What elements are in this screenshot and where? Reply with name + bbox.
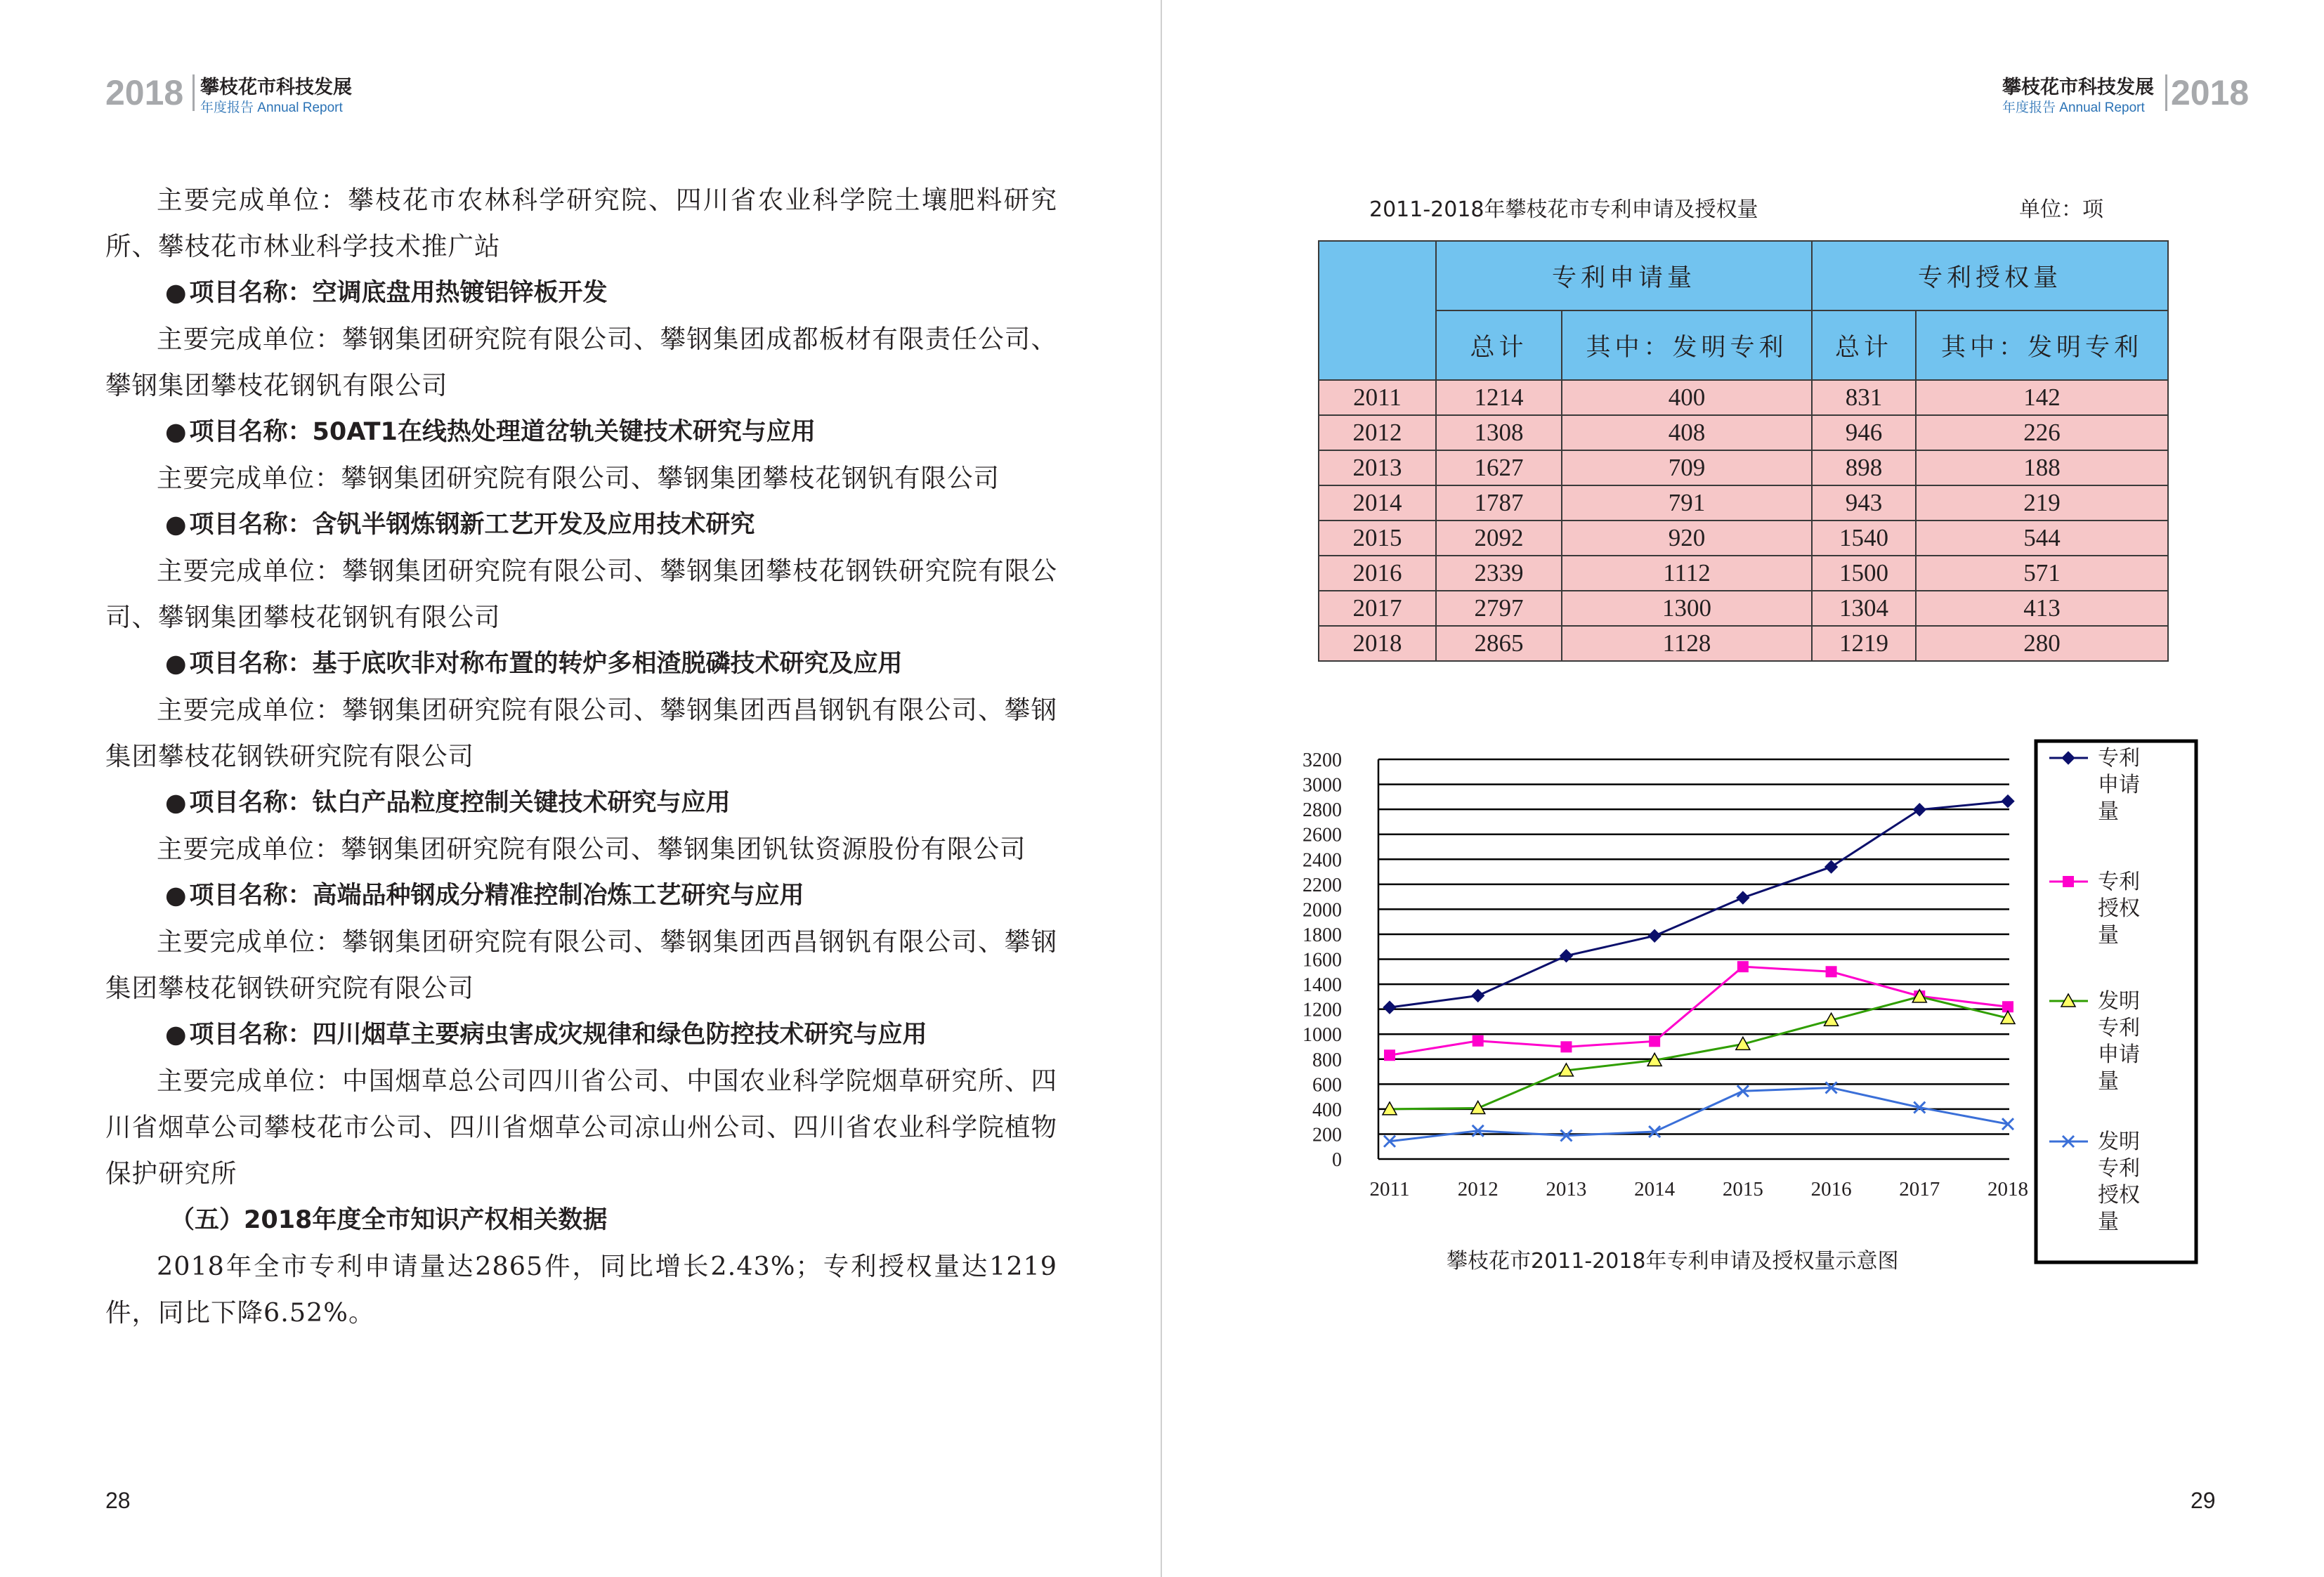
value-cell: 1112 xyxy=(1562,556,1812,591)
data-point xyxy=(1383,1001,1396,1014)
table-subheader-row xyxy=(1319,310,2168,380)
patent-line-chart xyxy=(1162,724,2324,1278)
table-header-row xyxy=(1319,241,2168,310)
value-cell: 219 xyxy=(1916,485,2168,521)
right-header xyxy=(1956,70,2251,115)
year-cell: 2015 xyxy=(1319,521,1436,556)
value-cell: 2092 xyxy=(1436,521,1562,556)
subheader-cell: 其中：发明专利 xyxy=(1916,310,2168,380)
value-cell: 1500 xyxy=(1812,556,1916,591)
value-cell: 1300 xyxy=(1562,591,1812,626)
data-point xyxy=(1472,989,1484,1002)
value-cell: 1787 xyxy=(1436,485,1562,521)
value-cell: 400 xyxy=(1562,380,1812,415)
value-cell: 943 xyxy=(1812,485,1916,521)
value-cell: 2865 xyxy=(1436,626,1562,661)
header-title: 攀枝花市科技发展 xyxy=(200,77,352,98)
right-page xyxy=(1162,0,2324,1577)
value-cell: 1214 xyxy=(1436,380,1562,415)
y-tick-label: 800 xyxy=(1312,1049,1342,1071)
y-tick-label: 2200 xyxy=(1303,874,1342,896)
value-cell: 920 xyxy=(1562,521,1812,556)
paragraph: 主要完成单位：攀钢集团研究院有限公司、攀钢集团攀枝花钢铁研究院有限公司、攀钢集团攀枝花钢钒有限公司 xyxy=(105,556,1057,632)
data-point xyxy=(1826,966,1837,977)
project-title: 项目名称：钛白产品粒度控制关键技术研究与应用 xyxy=(189,789,731,817)
year-cell: 2014 xyxy=(1319,485,1436,521)
x-tick-label: 2017 xyxy=(1899,1178,1940,1200)
value-cell: 2797 xyxy=(1436,591,1562,626)
value-cell: 413 xyxy=(1916,591,2168,626)
project-title: 项目名称：四川烟草主要病虫害成灾规律和绿色防控技术研究与应用 xyxy=(189,1021,927,1049)
data-point xyxy=(1473,1035,1484,1047)
bullet-icon: ● xyxy=(165,279,187,307)
chart-caption: 攀枝花市2011-2018年专利申请及授权量示意图 xyxy=(1447,1249,1899,1274)
y-tick-label: 400 xyxy=(1312,1099,1342,1121)
y-tick-label: 1800 xyxy=(1303,924,1342,946)
x-tick-label: 2014 xyxy=(1634,1178,1676,1200)
data-point xyxy=(1648,929,1661,942)
bullet-icon: ● xyxy=(165,789,187,817)
value-cell: 188 xyxy=(1916,450,2168,485)
paragraph: 主要完成单位：攀钢集团研究院有限公司、攀钢集团西昌钢钒有限公司、攀钢集团攀枝花钢铁研究院有限公司 xyxy=(105,927,1057,1003)
project-title: 项目名称：基于底吹非对称布置的转炉多相渣脱磷技术研究及应用 xyxy=(189,650,903,678)
paragraph: 主要完成单位：中国烟草总公司四川省公司、中国农业科学院烟草研究所、四川省烟草公司攀枝花市公司、四川省烟草公司凉山州公司、四川省农业科学院植物保护研究所 xyxy=(105,1066,1057,1189)
legend-label: 量 xyxy=(2098,923,2119,948)
data-point xyxy=(1560,950,1572,962)
y-tick-label: 2400 xyxy=(1303,849,1342,872)
x-tick-label: 2011 xyxy=(1369,1178,1410,1200)
y-tick-label: 1400 xyxy=(1303,974,1342,997)
legend-label: 申请 xyxy=(2098,773,2140,797)
legend-label: 授权 xyxy=(2098,896,2140,921)
table-row xyxy=(1319,485,2168,521)
y-tick-label: 0 xyxy=(1332,1149,1342,1171)
value-cell: 1627 xyxy=(1436,450,1562,485)
year-cell: 2016 xyxy=(1319,556,1436,591)
year-header-cell xyxy=(1319,241,1436,380)
project-title: 项目名称：高端品种钢成分精准控制冶炼工艺研究与应用 xyxy=(189,882,804,910)
value-cell: 709 xyxy=(1562,450,1812,485)
x-tick-label: 2015 xyxy=(1722,1178,1763,1200)
legend-label: 发明 xyxy=(2098,989,2140,1014)
bullet-icon: ● xyxy=(165,418,187,446)
value-cell: 1308 xyxy=(1436,415,1562,450)
x-tick-label: 2018 xyxy=(1987,1178,2028,1200)
series-line xyxy=(1390,997,2008,1109)
page-number-left: 28 xyxy=(105,1488,131,1513)
project-item xyxy=(105,270,1057,316)
project-item xyxy=(105,641,1057,687)
project-item xyxy=(105,409,1057,455)
project-item xyxy=(105,1012,1057,1058)
value-cell: 898 xyxy=(1812,450,1916,485)
data-point xyxy=(2002,795,2014,808)
header-subtitle: 年度报告 Annual Report xyxy=(2002,100,2145,115)
year-cell: 2013 xyxy=(1319,450,1436,485)
value-cell: 571 xyxy=(1916,556,2168,591)
left-header xyxy=(105,70,386,115)
y-tick-label: 600 xyxy=(1312,1074,1342,1097)
project-item xyxy=(105,872,1057,919)
table-row xyxy=(1319,591,2168,626)
header-divider xyxy=(2165,74,2167,111)
y-tick-label: 2000 xyxy=(1303,899,1342,922)
bullet-icon: ● xyxy=(165,1021,187,1049)
value-cell: 2339 xyxy=(1436,556,1562,591)
y-tick-label: 2800 xyxy=(1303,799,1342,822)
paragraph: 主要完成单位：攀钢集团研究院有限公司、攀钢集团西昌钢钒有限公司、攀钢集团攀枝花钢铁研究院有限公司 xyxy=(105,695,1057,771)
table-title: 2011-2018年攀枝花市专利申请及授权量 xyxy=(1369,197,1758,222)
value-cell: 408 xyxy=(1562,415,1812,450)
year-cell: 2018 xyxy=(1319,626,1436,661)
project-title: 项目名称：含钒半钢炼钢新工艺开发及应用技术研究 xyxy=(189,511,755,539)
value-cell: 142 xyxy=(1916,380,2168,415)
value-cell: 1128 xyxy=(1562,626,1812,661)
x-tick-label: 2016 xyxy=(1810,1178,1852,1200)
legend-label: 授权 xyxy=(2098,1183,2140,1208)
value-cell: 1540 xyxy=(1812,521,1916,556)
data-point xyxy=(1384,1049,1395,1061)
header-year: 2018 xyxy=(105,73,184,112)
value-cell: 226 xyxy=(1916,415,2168,450)
data-point xyxy=(1825,861,1838,873)
group-header-applications: 专利申请量 xyxy=(1436,241,1812,310)
table-row xyxy=(1319,521,2168,556)
legend-label: 专利 xyxy=(2098,870,2140,894)
patent-table xyxy=(1318,240,2169,662)
subheader-cell: 总计 xyxy=(1812,310,1916,380)
project-title: 项目名称：50AT1在线热处理道岔轨关键技术研究与应用 xyxy=(189,418,816,446)
legend-label: 专利 xyxy=(2098,1016,2140,1040)
data-point xyxy=(1913,804,1926,816)
body-text xyxy=(105,177,1057,1336)
y-tick-label: 2600 xyxy=(1303,824,1342,846)
value-cell: 280 xyxy=(1916,626,2168,661)
table-row xyxy=(1319,556,2168,591)
table-row xyxy=(1319,450,2168,485)
paragraph: 主要完成单位：攀钢集团研究院有限公司、攀钢集团成都板材有限责任公司、攀钢集团攀枝花钢钒有限公司 xyxy=(105,324,1057,400)
value-cell: 831 xyxy=(1812,380,1916,415)
bullet-icon: ● xyxy=(165,882,187,910)
paragraph: 主要完成单位：攀钢集团研究院有限公司、攀钢集团攀枝花钢钒有限公司 xyxy=(157,463,1000,493)
year-cell: 2017 xyxy=(1319,591,1436,626)
table-row xyxy=(1319,415,2168,450)
x-tick-label: 2013 xyxy=(1546,1178,1587,1200)
left-page xyxy=(0,0,1161,1577)
data-point xyxy=(1649,1035,1660,1047)
header-title: 攀枝花市科技发展 xyxy=(2002,77,2154,98)
year-cell: 2011 xyxy=(1319,380,1436,415)
y-tick-label: 200 xyxy=(1312,1124,1342,1146)
value-cell: 791 xyxy=(1562,485,1812,521)
value-cell: 1219 xyxy=(1812,626,1916,661)
table-row xyxy=(1319,380,2168,415)
y-tick-label: 1000 xyxy=(1303,1024,1342,1047)
project-item xyxy=(105,502,1057,548)
paragraph: 2018年全市专利申请量达2865件，同比增长2.43%；专利授权量达1219件，同比下降6.52%。 xyxy=(105,1251,1057,1328)
year-cell: 2012 xyxy=(1319,415,1436,450)
legend-label: 申请 xyxy=(2098,1042,2140,1067)
value-cell: 544 xyxy=(1916,521,2168,556)
y-tick-label: 3000 xyxy=(1303,774,1342,797)
y-tick-label: 1600 xyxy=(1303,949,1342,971)
header-divider xyxy=(192,74,195,111)
paragraph: 主要完成单位：攀钢集团研究院有限公司、攀钢集团钒钛资源股份有限公司 xyxy=(157,834,1026,864)
x-tick-label: 2012 xyxy=(1457,1178,1499,1200)
table-unit: 单位：项 xyxy=(2019,197,2103,222)
value-cell: 1304 xyxy=(1812,591,1916,626)
value-cell: 946 xyxy=(1812,415,1916,450)
section-heading: （五）2018年度全市知识产权相关数据 xyxy=(170,1206,608,1234)
legend-label: 专利 xyxy=(2098,1156,2140,1181)
data-point xyxy=(1560,1041,1572,1052)
project-title: 项目名称：空调底盘用热镀铝锌板开发 xyxy=(189,279,608,307)
data-point xyxy=(1737,961,1749,972)
legend-label: 发明 xyxy=(2098,1130,2140,1154)
y-tick-label: 1200 xyxy=(1303,999,1342,1021)
table-row xyxy=(1319,626,2168,661)
data-point xyxy=(1737,891,1749,904)
subheader-cell: 总计 xyxy=(1436,310,1562,380)
legend-label: 量 xyxy=(2098,799,2119,824)
bullet-icon: ● xyxy=(165,511,187,539)
header-subtitle: 年度报告 Annual Report xyxy=(200,100,343,115)
legend-marker xyxy=(2063,876,2074,887)
y-tick-label: 3200 xyxy=(1303,750,1342,771)
legend-label: 量 xyxy=(2098,1210,2119,1234)
header-year: 2018 xyxy=(2171,73,2250,112)
series-line xyxy=(1390,801,2008,1008)
legend-label: 量 xyxy=(2098,1069,2119,1094)
page-number-right: 29 xyxy=(2191,1488,2216,1513)
subheader-cell: 其中：发明专利 xyxy=(1562,310,1812,380)
paragraph: 主要完成单位：攀枝花市农林科学研究院、四川省农业科学院土壤肥料研究所、攀枝花市林业科学技术推广站 xyxy=(105,185,1057,261)
project-item xyxy=(105,780,1057,826)
legend-label: 专利 xyxy=(2098,746,2140,771)
group-header-grants: 专利授权量 xyxy=(1812,241,2168,310)
bullet-icon: ● xyxy=(165,650,187,678)
